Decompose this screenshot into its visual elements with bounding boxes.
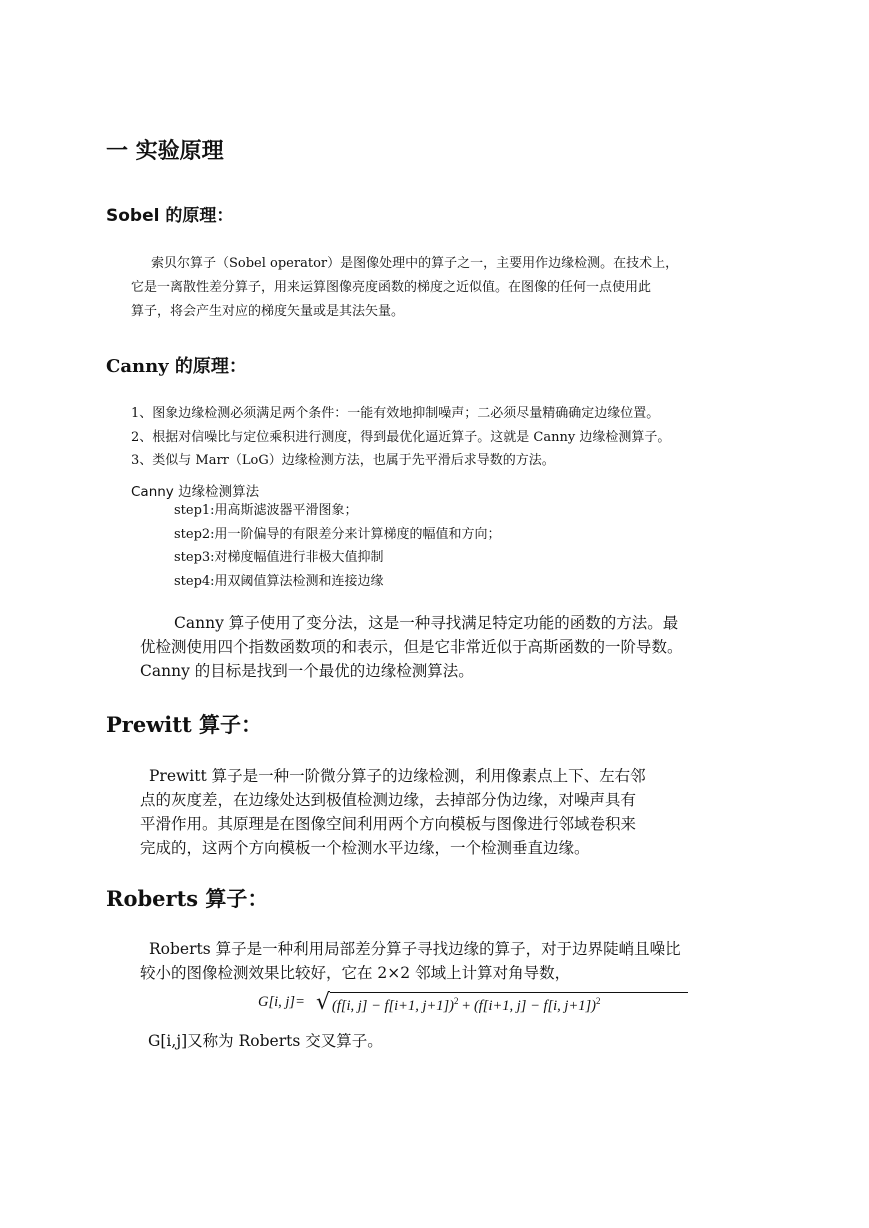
sobel-line: 它是一离散性差分算子，用来运算图像亮度函数的梯度之近似值。在图像的任何一点使用此 bbox=[131, 280, 652, 295]
canny-step: step1:用高斯滤波器平滑图象； bbox=[174, 503, 358, 518]
formula-plus: + bbox=[462, 997, 471, 1014]
roberts-paragraph bbox=[140, 937, 681, 985]
canny-list-item: 1、图象边缘检测必须满足两个条件：一能有效地抑制噪声；二必须尽量精确确定边缘位置。 bbox=[131, 406, 660, 421]
canny-heading: Canny 的原理： bbox=[106, 356, 247, 377]
canny-para-line: Canny 算子使用了变分法，这是一种寻找满足特定功能的函数的方法。最 bbox=[174, 614, 679, 632]
roberts-note: G[i,j]又称为 Roberts 交叉算子。 bbox=[148, 1032, 383, 1050]
canny-algo-title: Canny 边缘检测算法 bbox=[131, 484, 260, 500]
roberts-formula bbox=[258, 994, 305, 1011]
formula-term-1: (f[i, j] − f[i+1, j+1]) bbox=[332, 997, 455, 1014]
canny-list bbox=[131, 402, 670, 473]
canny-list-item: 2、根据对信噪比与定位乘积进行测度，得到最优化逼近算子。这就是 Canny 边缘检测算子。 bbox=[131, 429, 671, 445]
prewitt-line: 点的灰度差，在边缘处达到极值检测边缘，去掉部分伪边缘，对噪声具有 bbox=[140, 791, 637, 809]
canny-list-item: 3、类似与 Marr（LoG）边缘检测方法，也属于先平滑后求导数的方法。 bbox=[131, 453, 555, 468]
roberts-heading: Roberts 算子： bbox=[106, 886, 269, 911]
formula-lhs: G[i, j]= bbox=[258, 994, 305, 1010]
prewitt-line: 平滑作用。其原理是在图像空间利用两个方向模板与图像进行邻域卷积来 bbox=[140, 815, 637, 833]
sqrt-vinculum bbox=[330, 992, 688, 993]
formula-square-2: 2 bbox=[595, 996, 601, 1006]
roberts-line: 较小的图像检测效果比较好，它在 2×2 邻域上计算对角导数， bbox=[140, 964, 571, 982]
roberts-line: Roberts 算子是一种利用局部差分算子寻找边缘的算子，对于边界陡峭且噪比 bbox=[149, 940, 681, 958]
canny-para-line: 优检测使用四个指数函数项的和表示，但是它非常近似于高斯函数的一阶导数。 bbox=[140, 638, 683, 656]
prewitt-heading: Prewitt 算子： bbox=[106, 712, 262, 737]
prewitt-line: Prewitt 算子是一种一阶微分算子的边缘检测，利用像素点上下、左右邻 bbox=[149, 767, 646, 785]
sobel-heading: Sobel 的原理： bbox=[106, 206, 234, 226]
canny-step: step4:用双阈值算法检测和连接边缘 bbox=[174, 573, 384, 589]
canny-step: step3:对梯度幅值进行非极大值抑制 bbox=[174, 550, 384, 565]
prewitt-paragraph bbox=[140, 764, 646, 860]
formula-term-2: (f[i+1, j] − f[i, j+1]) bbox=[473, 997, 596, 1014]
formula-square-1: 2 bbox=[454, 996, 459, 1006]
canny-step: step2:用一阶偏导的有限差分来计算梯度的幅值和方向； bbox=[174, 526, 501, 542]
sobel-line: 索贝尔算子（Sobel operator）是图像处理中的算子之一，主要用作边缘检测。在技术上， bbox=[151, 256, 679, 271]
sqrt-sign-icon: √ bbox=[316, 990, 331, 1015]
sobel-paragraph bbox=[131, 252, 678, 324]
section-title: 一 实验原理 bbox=[106, 139, 224, 164]
canny-steps bbox=[174, 499, 501, 593]
sobel-line: 算子，将会产生对应的梯度矢量或是其法矢量。 bbox=[131, 304, 405, 319]
canny-para-line: Canny 的目标是找到一个最优的边缘检测算法。 bbox=[140, 662, 474, 680]
formula-radicand bbox=[332, 996, 600, 1015]
prewitt-line: 完成的，这两个方向模板一个检测水平边缘，一个检测垂直边缘。 bbox=[140, 839, 590, 857]
canny-paragraph bbox=[140, 611, 683, 683]
